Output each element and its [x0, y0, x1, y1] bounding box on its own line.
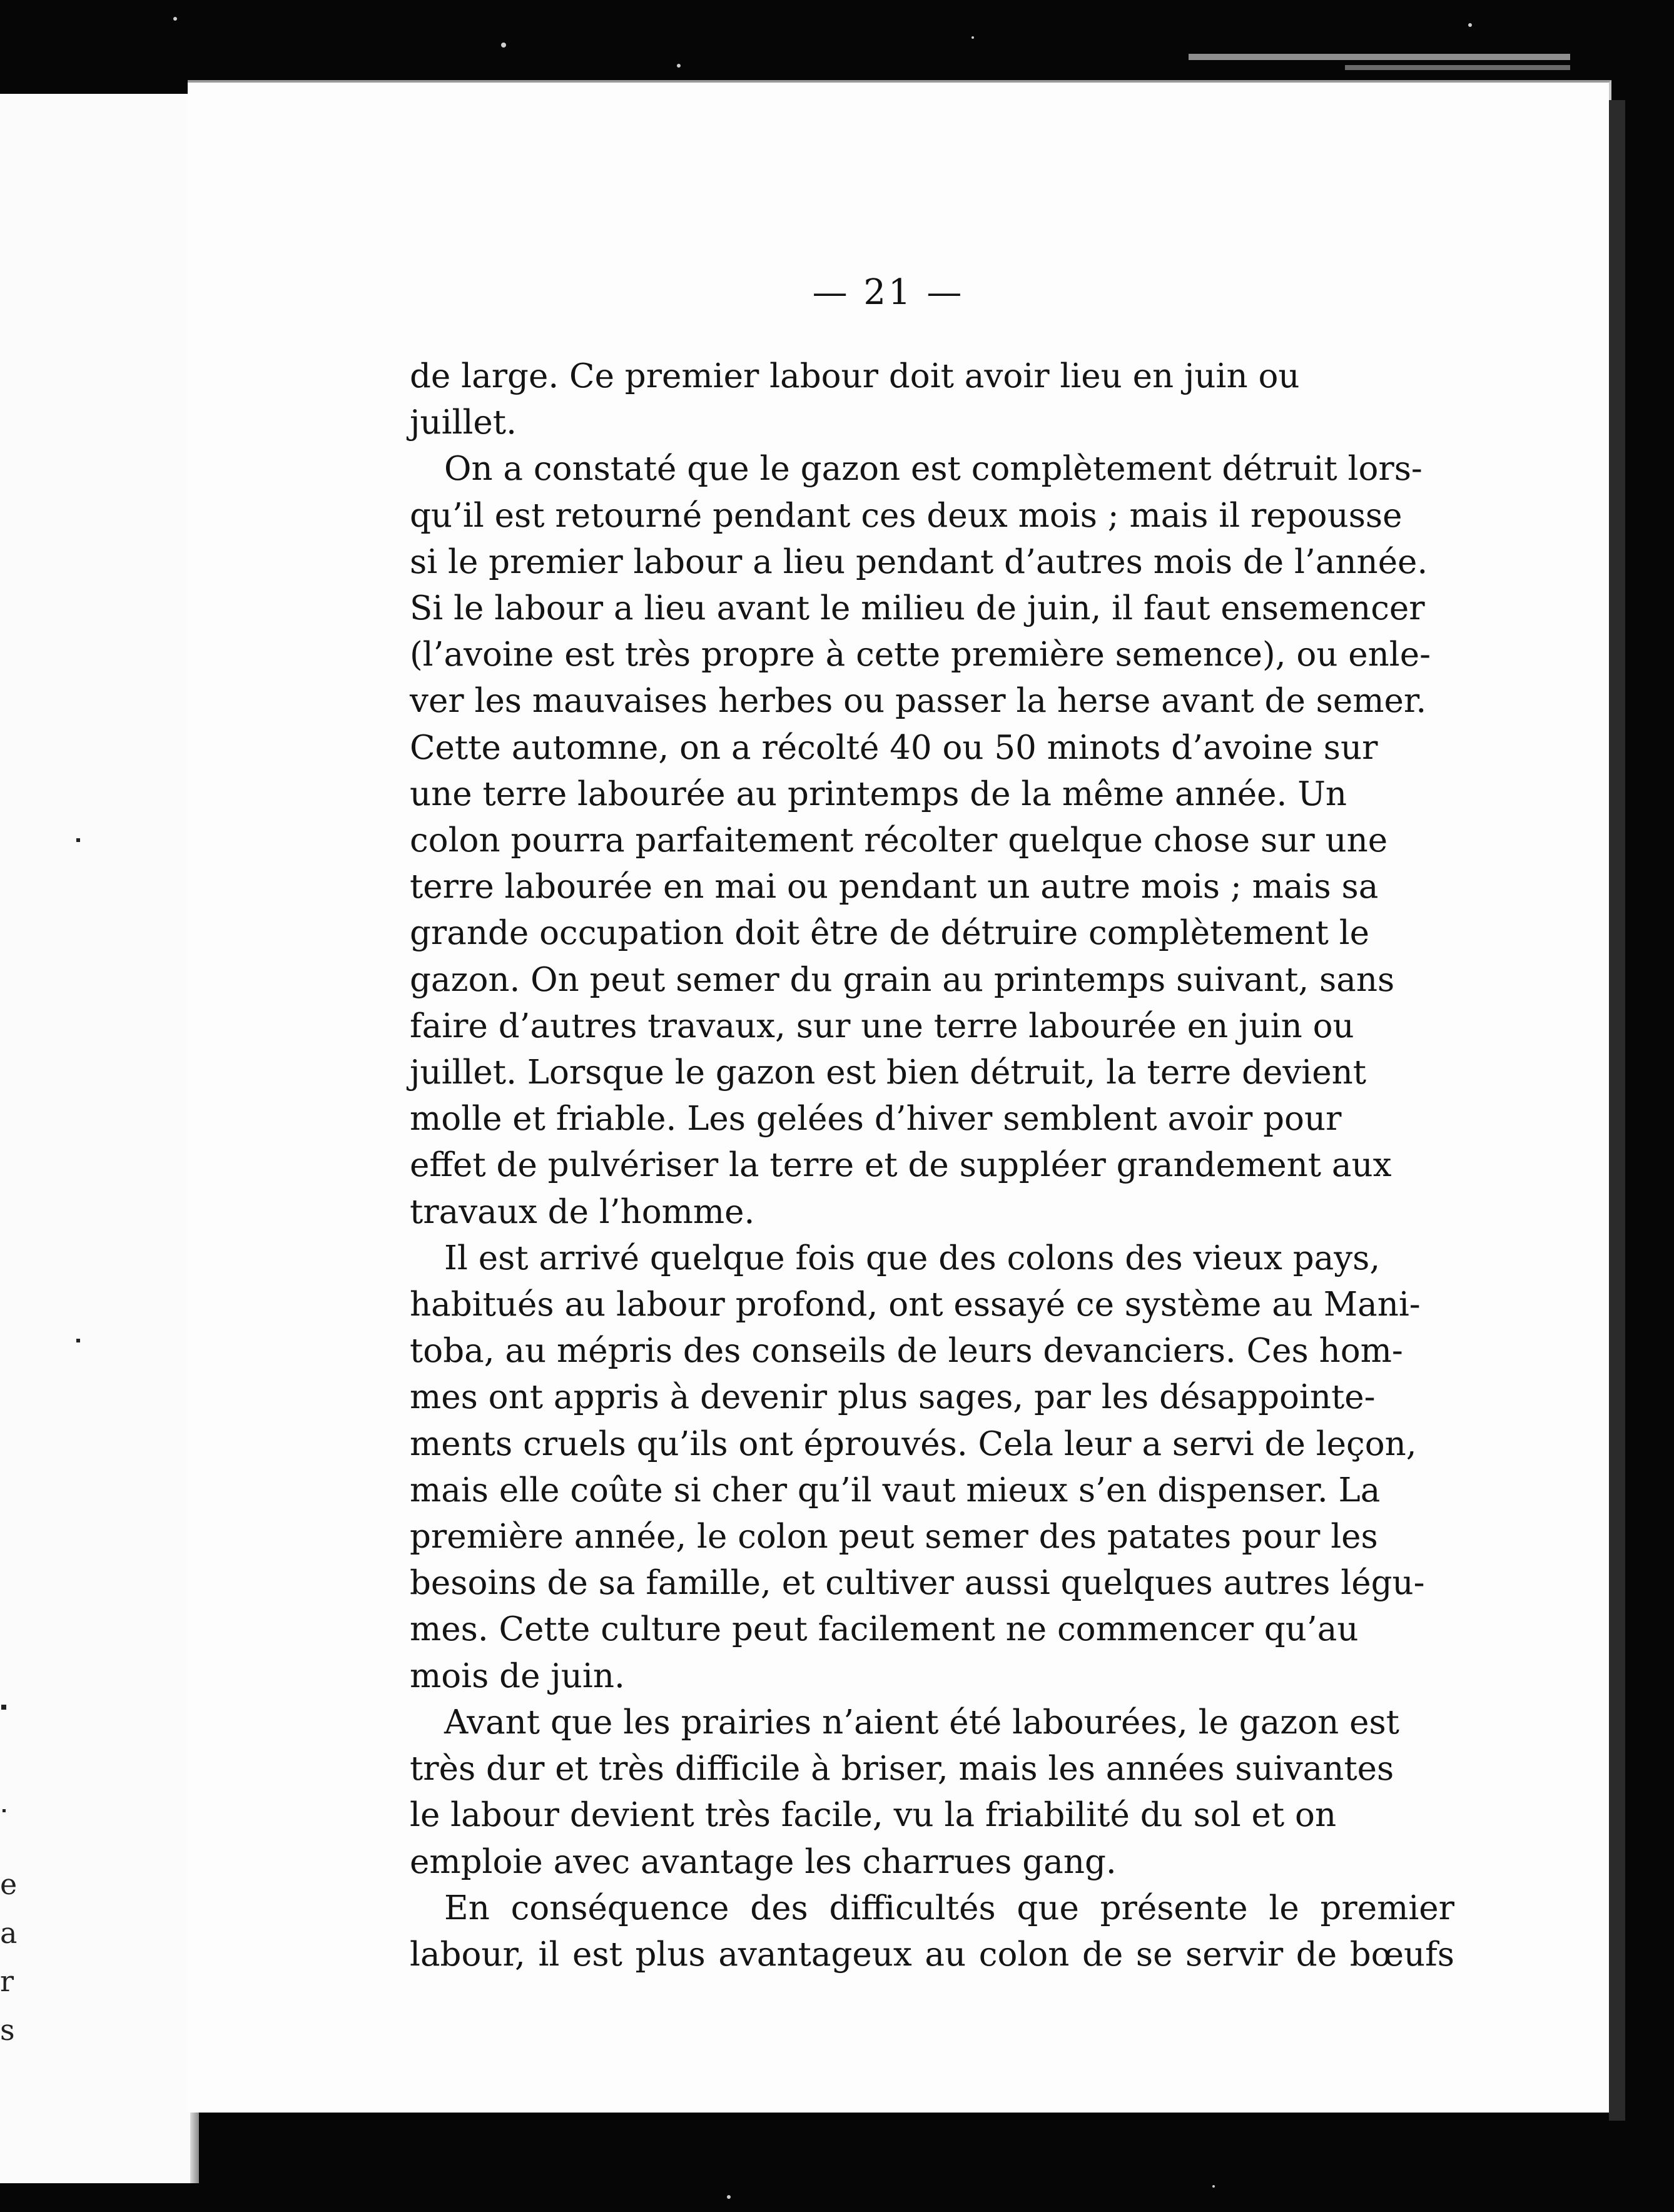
paragraph — [410, 1700, 1454, 1885]
text-line: très dur et très difficile à briser, mais les années suivantes — [410, 1750, 1394, 1788]
ink-mark — [76, 1339, 80, 1342]
text-line: mois de juin. — [410, 1656, 625, 1695]
clipped-letter: a — [0, 1916, 18, 1950]
text-line: mes ont appris à devenir plus sages, par les désappointe- — [410, 1378, 1376, 1417]
ink-mark — [1, 1705, 6, 1710]
text-line: si le premier labour a lieu pendant d’autres mois de l’année. — [410, 542, 1428, 581]
text-line: (l’avoine est très propre à cette première semence), ou enle- — [410, 636, 1431, 674]
paragraph — [410, 1235, 1454, 1700]
text-line: Avant que les prairies n’aient été labourées, le gazon est — [444, 1703, 1399, 1742]
text-line: emploie avec avantage les charrues gang. — [410, 1842, 1117, 1881]
text-line: Cette automne, on a récolté 40 ou 50 minots d’avoine sur — [410, 728, 1378, 767]
page-body-text — [410, 353, 1454, 1978]
text-line: gazon. On peut semer du grain au printemps suivant, sans — [410, 960, 1395, 999]
dust-speck — [173, 17, 177, 21]
clipped-letter: s — [0, 2013, 15, 2047]
text-line: besoins de sa famille, et cultiver aussi quelques autres légu- — [410, 1564, 1425, 1603]
page-stack-edge — [1345, 65, 1570, 70]
text-line: première année, le colon peut semer des patates pour les — [410, 1518, 1378, 1556]
text-line: toba, au mépris des conseils de leurs devanciers. Ces hom- — [410, 1332, 1403, 1371]
text-line: labour, il est plus avantageux au colon de se servir de bœufs — [410, 1935, 1454, 1974]
text-line: qu’il est retourné pendant ces deux mois ; mais il repousse — [410, 496, 1403, 535]
page-edge-shadow — [1609, 100, 1625, 2121]
dust-speck — [971, 36, 974, 39]
text-line: faire d’autres travaux, sur une terre labourée en juin ou — [410, 1007, 1354, 1045]
text-line: ver les mauvaises herbes ou passer la herse avant de semer. — [410, 682, 1427, 721]
left-facing-page — [0, 94, 199, 2183]
clipped-letter: e — [0, 1867, 18, 1901]
text-line: de large. Ce premier labour doit avoir lieu en juin ou — [410, 357, 1300, 395]
text-line: le labour devient très facile, vu la friabilité du sol et on — [410, 1796, 1337, 1835]
text-line: travaux de l’homme. — [410, 1192, 755, 1231]
paragraph — [410, 353, 1454, 446]
paragraph — [410, 1885, 1454, 1978]
text-line: grande occupation doit être de détruire complètement le — [410, 914, 1370, 953]
text-line: En conséquence des difficultés que présente le premier — [444, 1889, 1454, 1927]
text-line: juillet. Lorsque le gazon est bien détruit, la terre devient — [410, 1053, 1367, 1092]
text-line: terre labourée en mai ou pendant un autre mois ; mais sa — [410, 868, 1379, 906]
text-line: habitués au labour profond, ont essayé ce système au Mani- — [410, 1286, 1421, 1324]
dust-speck — [727, 2195, 731, 2199]
text-line: mais elle coûte si cher qu’il vaut mieux s’en dispenser. La — [410, 1471, 1381, 1509]
page-number: — 21 — — [812, 272, 965, 313]
text-line: une terre labourée au printemps de la même année. Un — [410, 774, 1347, 813]
ink-mark — [3, 1809, 6, 1812]
dust-speck — [1468, 23, 1472, 27]
clipped-letter: r — [0, 1964, 14, 1998]
page-stack-edge — [1189, 54, 1570, 60]
text-line: On a constaté que le gazon est complètement détruit lors- — [444, 450, 1423, 489]
ink-mark — [76, 838, 80, 842]
text-line: effet de pulvériser la terre et de suppléer grandement aux — [410, 1146, 1392, 1185]
dust-speck — [1212, 2185, 1215, 2188]
text-line: Si le labour a lieu avant le milieu de juin, il faut ensemencer — [410, 589, 1425, 628]
dust-speck — [677, 64, 681, 68]
dust-speck — [501, 43, 506, 48]
text-line: molle et friable. Les gelées d’hiver semblent avoir pour — [410, 1100, 1342, 1139]
text-line: juillet. — [410, 403, 517, 442]
text-line: Il est arrivé quelque fois que des colons des vieux pays, — [444, 1239, 1381, 1277]
text-line: colon pourra parfaitement récolter quelque chose sur une — [410, 821, 1388, 860]
text-line: ments cruels qu’ils ont éprouvés. Cela leur a servi de leçon, — [410, 1424, 1417, 1463]
text-line: mes. Cette culture peut facilement ne commencer qu’au — [410, 1610, 1359, 1649]
paragraph — [410, 446, 1454, 1235]
